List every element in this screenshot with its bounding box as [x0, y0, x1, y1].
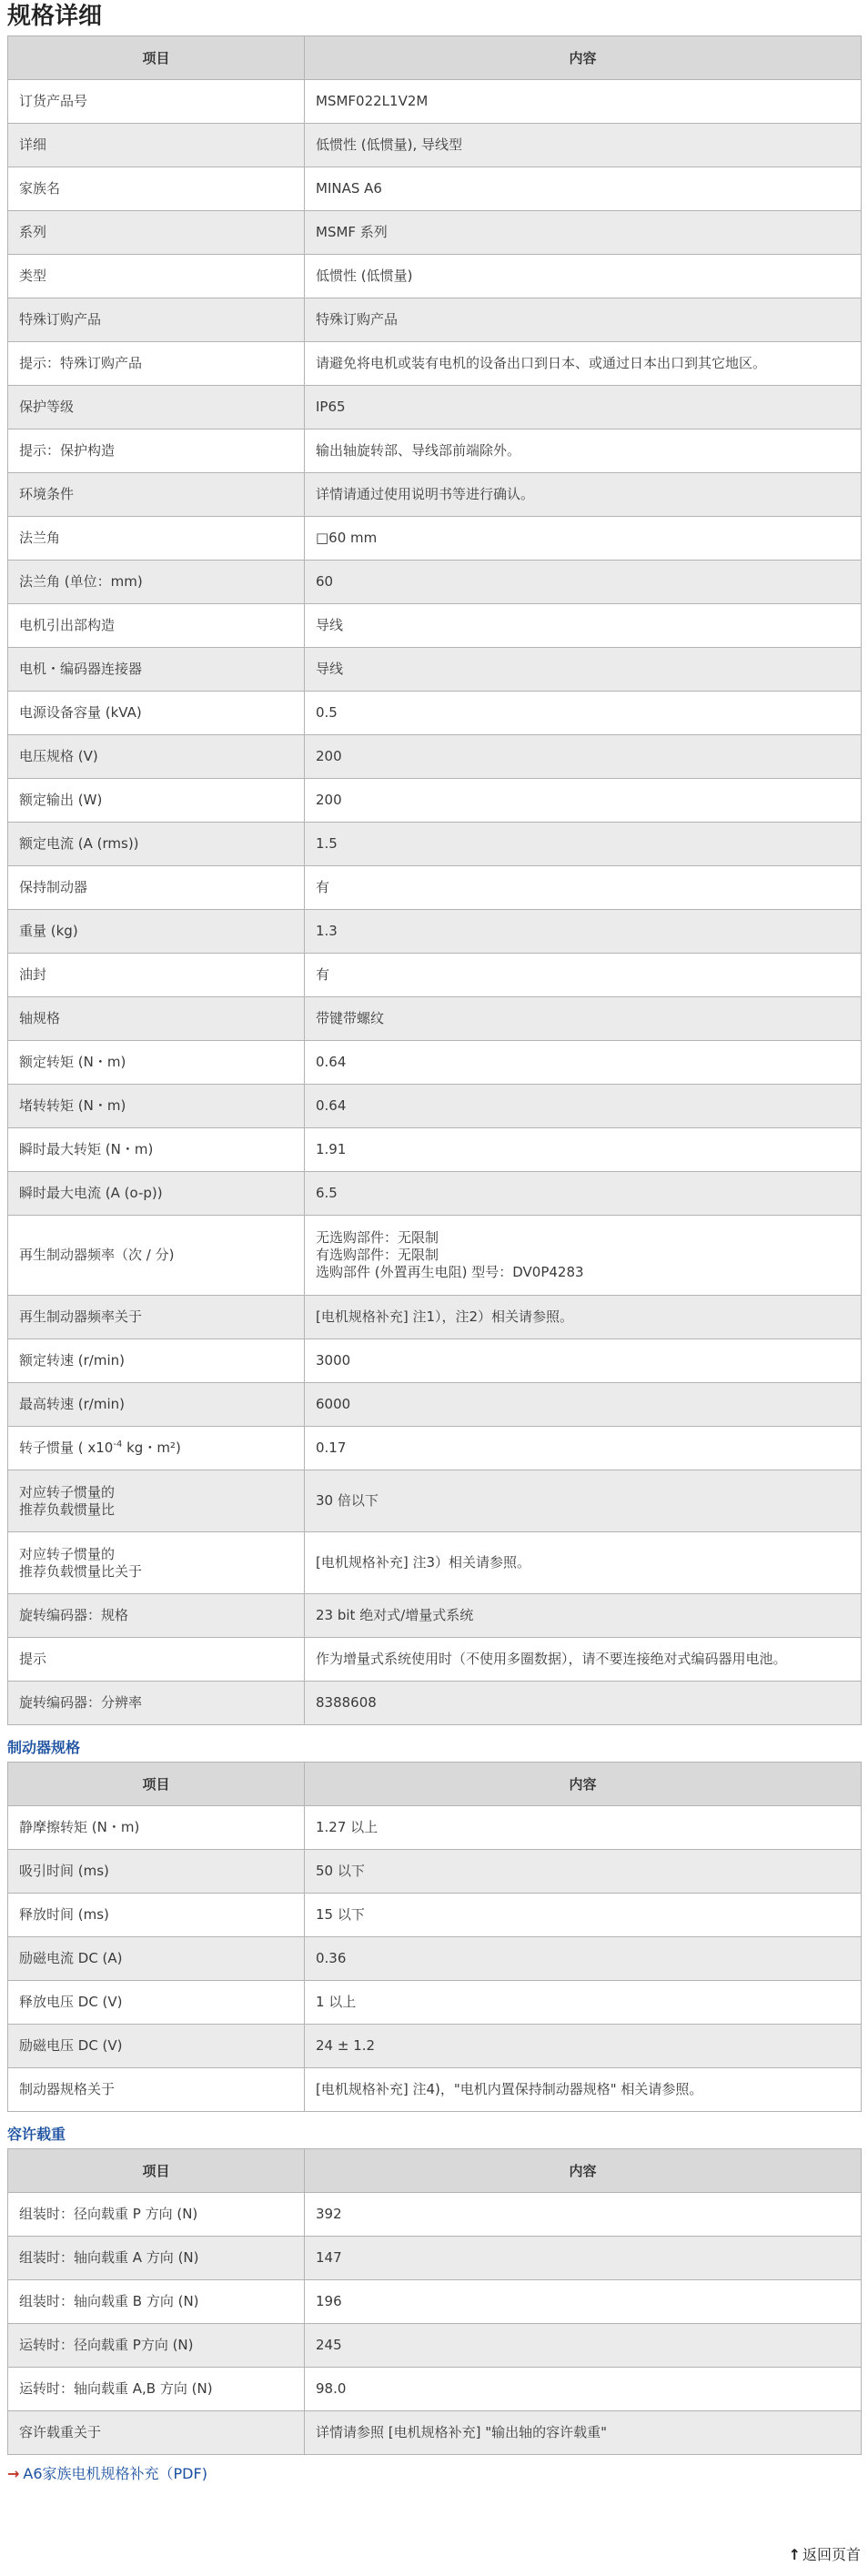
- row-value: 200: [305, 779, 862, 823]
- table-row: [8, 1128, 862, 1172]
- row-value: 输出轴旋转部、导线部前端除外。: [305, 429, 862, 473]
- table-row: [8, 2368, 862, 2411]
- row-value: 60: [305, 561, 862, 604]
- row-label: 瞬时最大电流 (A (o-p)): [8, 1172, 305, 1216]
- row-label: 额定电流 (A (rms)): [8, 823, 305, 866]
- row-value: 3000: [305, 1339, 862, 1383]
- row-value: MSMF 系列: [305, 211, 862, 255]
- row-label: 组装时：径向载重 P 方向 (N): [8, 2193, 305, 2237]
- table-row: [8, 2280, 862, 2324]
- row-label: 旋转编码器：规格: [8, 1594, 305, 1638]
- table-row: [8, 866, 862, 910]
- table-header-row: [8, 36, 862, 80]
- row-value: 0.36: [305, 1937, 862, 1981]
- label-part: 转子惯量 ( x10: [19, 1440, 114, 1456]
- table-row: [8, 1981, 862, 2025]
- table-row: [8, 80, 862, 124]
- row-value: 带键带螺纹: [305, 997, 862, 1041]
- row-label: 额定输出 (W): [8, 779, 305, 823]
- load-table: [7, 2148, 862, 2455]
- row-value: 147: [305, 2237, 862, 2280]
- row-label: 再生制动器频率（次 / 分): [8, 1216, 305, 1296]
- table-row: [8, 1937, 862, 1981]
- row-label: 轴规格: [8, 997, 305, 1041]
- row-label: 环境条件: [8, 473, 305, 517]
- table-row: [8, 342, 862, 386]
- load-section-title: 容许载重: [7, 2126, 66, 2143]
- table-row: [8, 473, 862, 517]
- table-row: [8, 255, 862, 298]
- row-label: 电压规格 (V): [8, 735, 305, 779]
- table-row: [8, 1806, 862, 1850]
- table-row: [8, 2411, 862, 2455]
- row-value: 1.3: [305, 910, 862, 954]
- spec-table: [7, 35, 862, 1725]
- row-value: 30 倍以下: [305, 1470, 862, 1532]
- row-label: 吸引时间 (ms): [8, 1850, 305, 1894]
- row-label: 详细: [8, 124, 305, 167]
- exponent: -4: [113, 1440, 123, 1450]
- table-row: [8, 1041, 862, 1085]
- row-label: 容许载重关于: [8, 2411, 305, 2455]
- row-value: 0.64: [305, 1085, 862, 1128]
- row-value: 无选购部件：无限制 有选购部件：无限制 选购部件 (外置再生电阻) 型号：DV0P4283: [305, 1216, 862, 1296]
- row-value: 15 以下: [305, 1894, 862, 1937]
- row-value: 0.17: [305, 1427, 862, 1470]
- row-label: 提示：特殊订购产品: [8, 342, 305, 386]
- row-label: 最高转速 (r/min): [8, 1383, 305, 1427]
- row-value: 98.0: [305, 2368, 862, 2411]
- row-value: 392: [305, 2193, 862, 2237]
- table-row: [8, 1470, 862, 1532]
- page-content: [7, 0, 861, 2484]
- column-header-content: 内容: [305, 1763, 862, 1806]
- row-value: [电机规格补充] 注4)，"电机内置保持制动器规格" 相关请参照。: [305, 2068, 862, 2112]
- row-label: 组装时：轴向载重 A 方向 (N): [8, 2237, 305, 2280]
- row-label: 对应转子惯量的 推荐负载惯量比: [8, 1470, 305, 1532]
- row-label: 静摩擦转矩 (N・m): [8, 1806, 305, 1850]
- row-value: 导线: [305, 648, 862, 692]
- table-row: [8, 561, 862, 604]
- column-header-item: 项目: [8, 1763, 305, 1806]
- row-value: [电机规格补充] 注1），注2）相关请参照。: [305, 1296, 862, 1339]
- row-label: [8, 1427, 305, 1470]
- table-row: [8, 1638, 862, 1682]
- table-row: [8, 1594, 862, 1638]
- table-row: [8, 167, 862, 211]
- row-value: 详情请通过使用说明书等进行确认。: [305, 473, 862, 517]
- table-row: [8, 1894, 862, 1937]
- table-row: [8, 1850, 862, 1894]
- label-part: kg・m²): [122, 1440, 181, 1456]
- row-value: MSMF022L1V2M: [305, 80, 862, 124]
- row-label: 制动器规格关于: [8, 2068, 305, 2112]
- table-row: [8, 298, 862, 342]
- table-row: [8, 604, 862, 648]
- row-value: 200: [305, 735, 862, 779]
- row-value: 请避免将电机或装有电机的设备出口到日本、或通过日本出口到其它地区。: [305, 342, 862, 386]
- row-value: [电机规格补充] 注3）相关请参照。: [305, 1532, 862, 1594]
- row-value: 1.27 以上: [305, 1806, 862, 1850]
- row-label: 系列: [8, 211, 305, 255]
- row-value: 导线: [305, 604, 862, 648]
- row-value: 0.5: [305, 692, 862, 735]
- row-value: 6000: [305, 1383, 862, 1427]
- table-row: [8, 124, 862, 167]
- table-row: [8, 2068, 862, 2112]
- row-label: 堵转转矩 (N・m): [8, 1085, 305, 1128]
- row-value: 1.91: [305, 1128, 862, 1172]
- table-row: [8, 1682, 862, 1725]
- table-header-row: [8, 2149, 862, 2193]
- row-value: 50 以下: [305, 1850, 862, 1894]
- row-value: 24 ± 1.2: [305, 2025, 862, 2068]
- row-label: 保护等级: [8, 386, 305, 429]
- row-value: 低惯性 (低惯量): [305, 255, 862, 298]
- row-value: MINAS A6: [305, 167, 862, 211]
- row-label: 释放时间 (ms): [8, 1894, 305, 1937]
- row-label: 瞬时最大转矩 (N・m): [8, 1128, 305, 1172]
- table-row: [8, 1216, 862, 1296]
- back-to-top-link[interactable]: [789, 2544, 861, 2566]
- table-row: [8, 429, 862, 473]
- row-label: 励磁电流 DC (A): [8, 1937, 305, 1981]
- row-label: 组装时：轴向载重 B 方向 (N): [8, 2280, 305, 2324]
- table-header-row: [8, 1763, 862, 1806]
- row-value: 0.64: [305, 1041, 862, 1085]
- arrow-up-icon: ↑: [788, 2546, 801, 2563]
- pdf-spec-link[interactable]: [7, 2464, 861, 2484]
- row-value: 作为增量式系统使用时（不使用多圈数据），请不要连接绝对式编码器用电池。: [305, 1638, 862, 1682]
- table-row: [8, 1085, 862, 1128]
- table-row: [8, 2324, 862, 2368]
- brake-table: [7, 1762, 862, 2112]
- row-value: 1.5: [305, 823, 862, 866]
- brake-section-title: 制动器规格: [7, 1739, 81, 1756]
- pdf-link-label[interactable]: A6家族电机规格补充（PDF): [23, 2465, 207, 2482]
- table-row: [8, 211, 862, 255]
- row-value: 245: [305, 2324, 862, 2368]
- table-row: [8, 1383, 862, 1427]
- table-row: [8, 1296, 862, 1339]
- row-value: 23 bit 绝对式/增量式系统: [305, 1594, 862, 1638]
- row-label: 特殊订购产品: [8, 298, 305, 342]
- row-label: 电机・编码器连接器: [8, 648, 305, 692]
- row-label: 保持制动器: [8, 866, 305, 910]
- row-label: 旋转编码器：分辨率: [8, 1682, 305, 1725]
- table-row: [8, 954, 862, 997]
- row-value: 6.5: [305, 1172, 862, 1216]
- table-row: [8, 692, 862, 735]
- row-label: 额定转矩 (N・m): [8, 1041, 305, 1085]
- table-row: [8, 517, 862, 561]
- arrow-right-icon: →: [7, 2465, 20, 2482]
- row-value: IP65: [305, 386, 862, 429]
- row-label: 订货产品号: [8, 80, 305, 124]
- table-row: [8, 997, 862, 1041]
- row-label: 类型: [8, 255, 305, 298]
- table-row: [8, 2237, 862, 2280]
- row-label: 励磁电压 DC (V): [8, 2025, 305, 2068]
- table-row: [8, 2025, 862, 2068]
- back-to-top-label[interactable]: 返回页首: [802, 2546, 861, 2563]
- row-label: 额定转速 (r/min): [8, 1339, 305, 1383]
- row-label: 对应转子惯量的 推荐负载惯量比关于: [8, 1532, 305, 1594]
- table-row: [8, 910, 862, 954]
- page-title: 规格详细: [7, 3, 103, 30]
- row-label: 提示：保护构造: [8, 429, 305, 473]
- row-value: 有: [305, 954, 862, 997]
- table-row: [8, 1172, 862, 1216]
- row-label: 释放电压 DC (V): [8, 1981, 305, 2025]
- table-row: [8, 823, 862, 866]
- row-value: 详情请参照 [电机规格补充] "输出轴的容许载重": [305, 2411, 862, 2455]
- table-row: [8, 648, 862, 692]
- row-label: 家族名: [8, 167, 305, 211]
- row-value: 196: [305, 2280, 862, 2324]
- table-row: [8, 1532, 862, 1594]
- column-header-item: 项目: [8, 2149, 305, 2193]
- row-label: 法兰角: [8, 517, 305, 561]
- table-row: [8, 2193, 862, 2237]
- row-value: 特殊订购产品: [305, 298, 862, 342]
- row-label: 重量 (kg): [8, 910, 305, 954]
- row-value: 有: [305, 866, 862, 910]
- table-row: [8, 386, 862, 429]
- row-value: □60 mm: [305, 517, 862, 561]
- table-row: [8, 1339, 862, 1383]
- table-row: [8, 735, 862, 779]
- row-value: 1 以上: [305, 1981, 862, 2025]
- table-row: [8, 779, 862, 823]
- row-label: 油封: [8, 954, 305, 997]
- row-value: 8388608: [305, 1682, 862, 1725]
- row-label: 运转时：径向载重 P方向 (N): [8, 2324, 305, 2368]
- row-label: 提示: [8, 1638, 305, 1682]
- table-row: [8, 1427, 862, 1470]
- row-label: 再生制动器频率关于: [8, 1296, 305, 1339]
- column-header-content: 内容: [305, 2149, 862, 2193]
- row-value: 低惯性 (低惯量), 导线型: [305, 124, 862, 167]
- row-label: 法兰角 (单位：mm): [8, 561, 305, 604]
- row-label: 运转时：轴向载重 A,B 方向 (N): [8, 2368, 305, 2411]
- row-label: 电源设备容量 (kVA): [8, 692, 305, 735]
- row-label: 电机引出部构造: [8, 604, 305, 648]
- column-header-item: 项目: [8, 36, 305, 80]
- column-header-content: 内容: [305, 36, 862, 80]
